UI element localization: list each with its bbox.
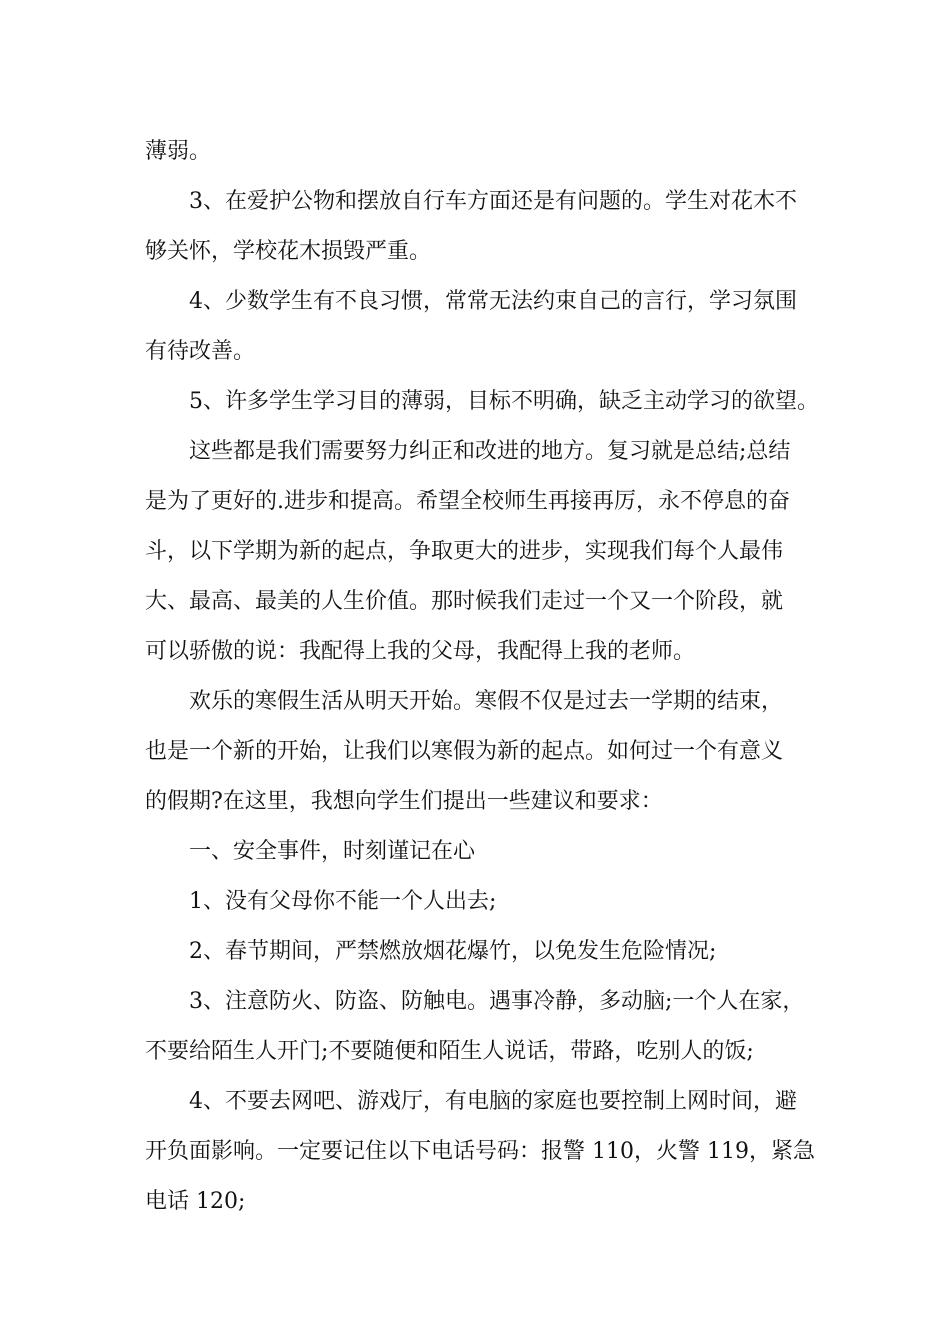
- text-line: 这些都是我们需要努力纠正和改进的地方。复习就是总结;总结: [189, 439, 791, 464]
- text-line: 4、少数学生有不良习惯，常常无法约束自己的言行，学习氛围: [189, 289, 797, 314]
- paragraph-6-cont: [145, 727, 815, 827]
- text-line: 够关怀，学校花木损毁严重。: [145, 239, 432, 264]
- list-item-4: [145, 1077, 815, 1127]
- document-body: [145, 127, 819, 1227]
- text-line: 不要给陌生人开门;不要随便和陌生人说话，带路，吃别人的饭;: [145, 1039, 754, 1064]
- paragraph-2: [145, 177, 815, 227]
- text-line: 欢乐的寒假生活从明天开始。寒假不仅是过去一学期的结束，: [189, 689, 784, 714]
- text-line: 大、最高、最美的人生价值。那时候我们走过一个又一个阶段，就: [145, 589, 784, 614]
- text-line: 3、注意防火、防盗、防触电。遇事冷静，多动脑;一个人在家，: [189, 989, 805, 1014]
- paragraph-3: [145, 277, 815, 327]
- list-item-3: [145, 977, 815, 1027]
- list-item-2: [145, 927, 815, 977]
- text-line: 3、在爱护公物和摆放自行车方面还是有问题的。学生对花木不: [189, 189, 797, 214]
- text-line: 1、没有父母你不能一个人出去;: [189, 889, 497, 914]
- paragraph-5: [145, 427, 815, 477]
- paragraph-6: [145, 677, 815, 727]
- text-line: 有待改善。: [145, 339, 256, 364]
- text-line: 5、许多学生学习目的薄弱，目标不明确，缺乏主动学习的欲望。: [189, 389, 819, 414]
- list-item-1: [145, 877, 815, 927]
- text-line: 斗，以下学期为新的起点，争取更大的进步，实现我们每个人最伟: [145, 539, 784, 564]
- text-line: 2、春节期间，严禁燃放烟花爆竹，以免发生危险情况;: [189, 939, 717, 964]
- section-heading: [145, 827, 815, 877]
- text-line: 的假期?在这里，我想向学生们提出一些建议和要求：: [145, 789, 663, 814]
- text-line: 开负面影响。一定要记住以下电话号码：报警 110，火警 119，紧急: [145, 1139, 815, 1164]
- text-line: 是为了更好的.进步和提高。希望全校师生再接再厉，永不停息的奋: [145, 489, 790, 514]
- paragraph-1: [145, 127, 815, 177]
- text-line: 电话 120;: [145, 1189, 246, 1214]
- text-line: 4、不要去网吧、游戏厅，有电脑的家庭也要控制上网时间，避: [189, 1089, 797, 1114]
- list-item-4-cont: [145, 1127, 815, 1227]
- text-line: 一、安全事件，时刻谨记在心: [189, 839, 476, 864]
- text-line: 可以骄傲的说：我配得上我的父母，我配得上我的老师。: [145, 639, 696, 664]
- paragraph-3-cont: [145, 327, 815, 377]
- text-line: 薄弱。: [145, 139, 212, 164]
- paragraph-2-cont: [145, 227, 815, 277]
- paragraph-5-cont: [145, 477, 815, 677]
- paragraph-4: [145, 377, 819, 427]
- list-item-3-cont: [145, 1027, 815, 1077]
- text-line: 也是一个新的开始，让我们以寒假为新的起点。如何过一个有意义: [145, 739, 784, 764]
